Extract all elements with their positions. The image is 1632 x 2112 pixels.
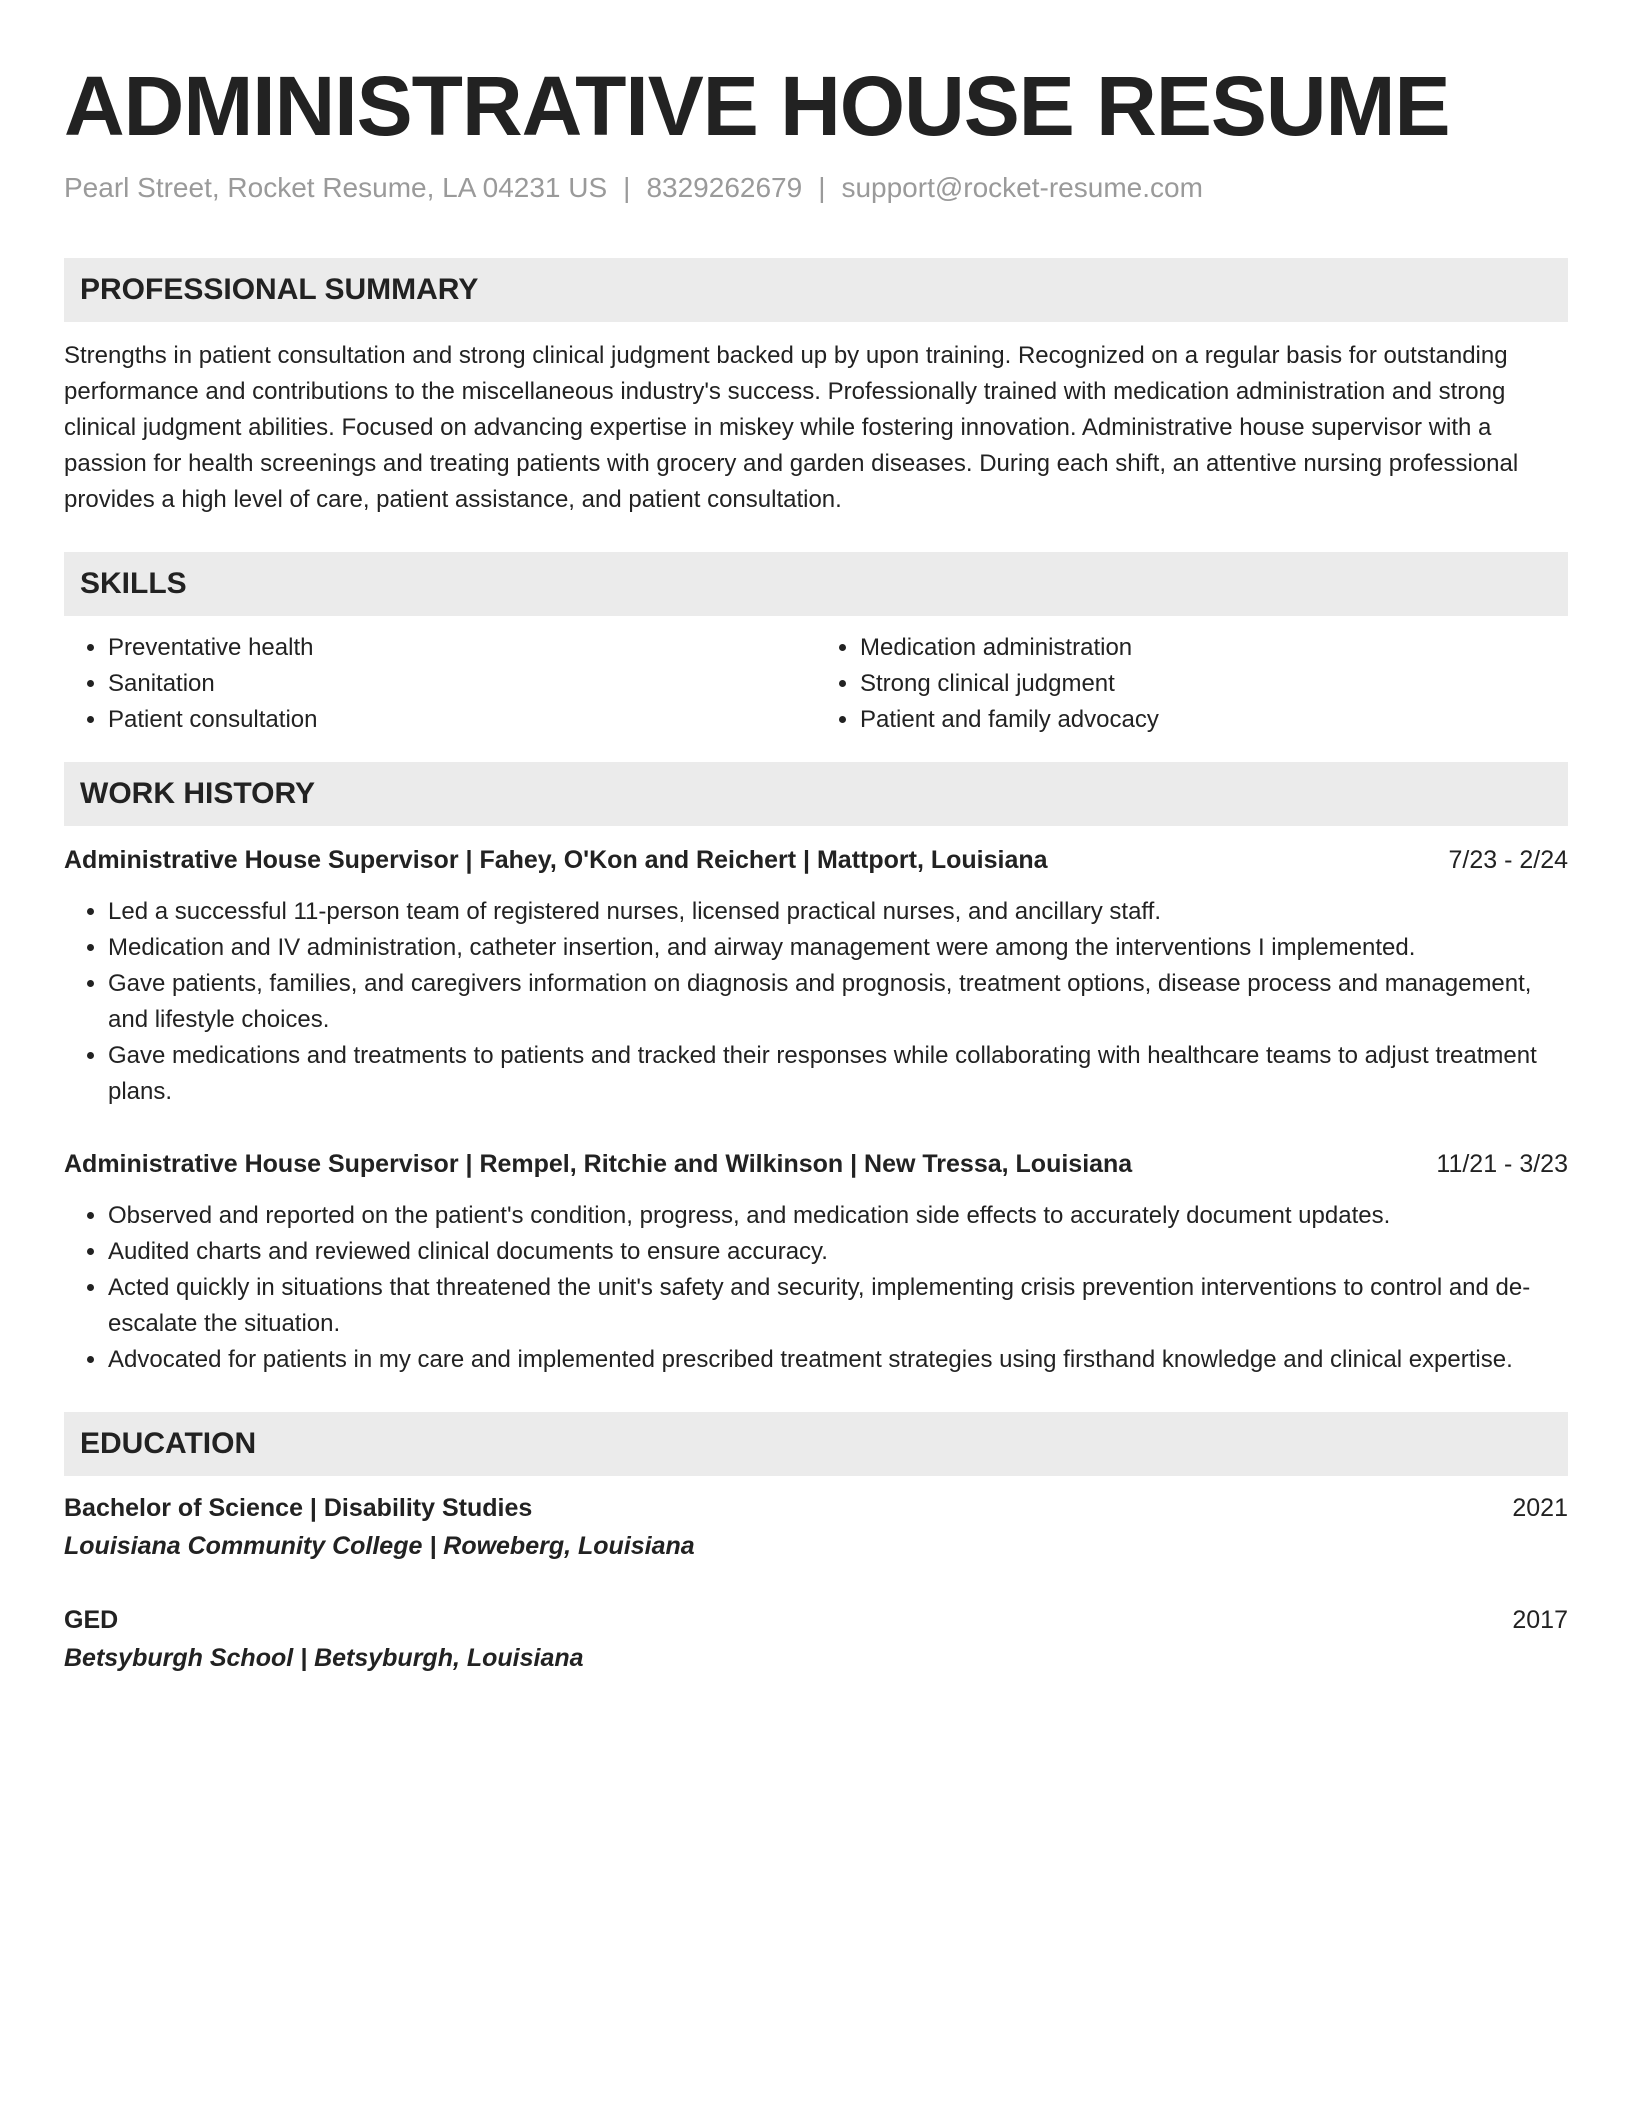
work-history-heading: WORK HISTORY bbox=[80, 777, 316, 810]
skill-item: • Medication administration bbox=[860, 630, 1568, 666]
job-header bbox=[64, 1146, 1568, 1182]
work-history-section bbox=[64, 762, 1568, 1378]
education-section bbox=[64, 1412, 1568, 1678]
job-entry bbox=[64, 842, 1568, 1110]
education-school: Betsyburgh School | Betsyburgh, Louisiana bbox=[64, 1644, 584, 1672]
contact-email: support@rocket-resume.com bbox=[841, 172, 1203, 203]
skill-item: • Preventative health bbox=[108, 630, 816, 666]
education-header bbox=[64, 1490, 1568, 1526]
section-header bbox=[64, 552, 1568, 616]
section-header bbox=[64, 258, 1568, 322]
job-bullet: • Observed and reported on the patient's condition, progress, and medication side effects to accurately document updates. bbox=[108, 1198, 1568, 1234]
section-header bbox=[64, 762, 1568, 826]
education-degree: GED bbox=[64, 1606, 119, 1634]
resume-title: ADMINISTRATIVE HOUSE RESUME bbox=[64, 59, 1450, 153]
contact-address: Pearl Street, Rocket Resume, LA 04231 US bbox=[64, 172, 608, 203]
job-header bbox=[64, 842, 1568, 878]
job-dates: 7/23 - 2/24 bbox=[1448, 846, 1568, 874]
job-bullet: • Audited charts and reviewed clinical documents to ensure accuracy. bbox=[108, 1234, 1568, 1270]
education-degree: Bachelor of Science | Disability Studies bbox=[64, 1494, 533, 1522]
skill-item: • Strong clinical judgment bbox=[860, 666, 1568, 702]
skill-item: • Patient consultation bbox=[108, 702, 816, 738]
job-bullet: • Medication and IV administration, catheter insertion, and airway management were among the interventions I implemented. bbox=[108, 930, 1568, 966]
job-bullet: • Gave patients, families, and caregivers information on diagnosis and prognosis, treatment options, disease process and management, and lifestyle choices. bbox=[108, 966, 1568, 1038]
job-bullet: • Gave medications and treatments to patients and tracked their responses while collaborating with healthcare teams to adjust treatment plans. bbox=[108, 1038, 1568, 1110]
job-bullets bbox=[64, 894, 1568, 1110]
education-year: 2021 bbox=[1512, 1494, 1568, 1522]
contact-line bbox=[64, 170, 1568, 206]
education-school: Louisiana Community College | Roweberg, Louisiana bbox=[64, 1532, 695, 1560]
skills-list-right bbox=[816, 630, 1568, 738]
job-bullet: • Advocated for patients in my care and implemented prescribed treatment strategies using firsthand knowledge and clinical expertise. bbox=[108, 1342, 1568, 1378]
job-dates: 11/21 - 3/23 bbox=[1436, 1150, 1568, 1178]
summary-heading: PROFESSIONAL SUMMARY bbox=[80, 273, 479, 306]
job-heading: Administrative House Supervisor | Rempel, Ritchie and Wilkinson | New Tressa, Louisiana bbox=[64, 1150, 1133, 1178]
skill-item: • Sanitation bbox=[108, 666, 816, 702]
summary-section bbox=[64, 258, 1568, 518]
education-year: 2017 bbox=[1512, 1606, 1568, 1634]
skills-list-left bbox=[64, 630, 816, 738]
skills-heading: SKILLS bbox=[80, 567, 187, 600]
education-entry bbox=[64, 1602, 1568, 1678]
skills-section bbox=[64, 552, 1568, 738]
contact-phone: 8329262679 bbox=[646, 172, 803, 203]
education-entry bbox=[64, 1490, 1568, 1566]
job-bullet: • Acted quickly in situations that threatened the unit's safety and security, implementing crisis prevention interventions to control and de-escalate the situation. bbox=[108, 1270, 1568, 1342]
job-bullets bbox=[64, 1198, 1568, 1378]
skill-item: • Patient and family advocacy bbox=[860, 702, 1568, 738]
education-heading: EDUCATION bbox=[80, 1427, 257, 1460]
summary-text: Strengths in patient consultation and strong clinical judgment backed up by upon training. Recognized on a regular basis for outstanding performance and contributions to the miscellaneous industry's success. Professionally trained with medication administration and strong clinical judgment abilities. Focused on advancing expertise in miskey while fostering innovation. Administrative house supervisor with a passion for health screenings and treating patients with grocery and garden diseases. During each shift, an attentive nursing professional provides a high level of care, patient assistance, and patient consultation. bbox=[64, 342, 1519, 513]
contact-separator: | bbox=[623, 172, 631, 203]
job-bullet: • Led a successful 11-person team of registered nurses, licensed practical nurses, and ancillary staff. bbox=[108, 894, 1568, 930]
skills-columns bbox=[64, 630, 1568, 738]
job-entry bbox=[64, 1146, 1568, 1378]
job-heading: Administrative House Supervisor | Fahey, O'Kon and Reichert | Mattport, Louisiana bbox=[64, 846, 1048, 874]
section-header bbox=[64, 1412, 1568, 1476]
education-header bbox=[64, 1602, 1568, 1638]
contact-separator: | bbox=[818, 172, 826, 203]
